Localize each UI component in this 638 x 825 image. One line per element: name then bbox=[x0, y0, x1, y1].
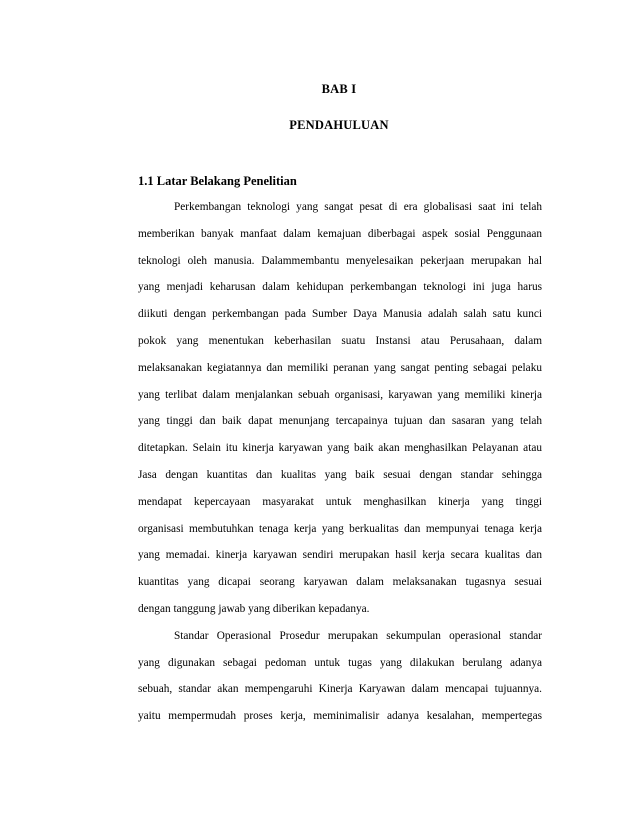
paragraph-line: yang menjadi keharusan dalam kehidupan perkembangan teknologi ini juga harus bbox=[138, 281, 542, 294]
paragraph-line: yang tinggi dan baik dapat menunjang tercapainya tujuan dan sasaran yang telah bbox=[138, 415, 542, 428]
chapter-number: BAB I bbox=[321, 82, 357, 96]
paragraph-line: dengan tanggung jawab yang diberikan kepadanya. bbox=[138, 602, 370, 615]
paragraph-line: yang digunakan sebagai pedoman untuk tugas yang dilakukan berulang adanya bbox=[138, 656, 542, 669]
paragraph-line: diikuti dengan perkembangan pada Sumber Daya Manusia adalah salah satu kunci bbox=[138, 308, 542, 321]
paragraph-line: pokok yang menentukan keberhasilan suatu Instansi atau Perusahaan, dalam bbox=[138, 334, 542, 347]
paragraph-line: Standar Operasional Prosedur merupakan sekumpulan operasional standar bbox=[174, 629, 542, 642]
paragraph-line: yang terlibat dalam menjalankan sebuah organisasi, karyawan yang memiliki kinerja bbox=[138, 388, 542, 401]
paragraph-line: Perkembangan teknologi yang sangat pesat di era globalisasi saat ini telah bbox=[174, 201, 542, 213]
paragraph-line: ditetapkan. Selain itu kinerja karyawan yang baik akan menghasilkan Pelayanan atau bbox=[138, 442, 542, 455]
paragraph-line: melaksanakan kegiatannya dan memiliki peranan yang sangat penting sebagai pelaku bbox=[138, 361, 542, 374]
paragraph-line: kuantitas yang dicapai seorang karyawan dalam melaksanakan tugasnya sesuai bbox=[138, 576, 542, 589]
paragraph-line: Jasa dengan kuantitas dan kualitas yang baik sesuai dengan standar sehingga bbox=[138, 468, 542, 481]
chapter-title: PENDAHULUAN bbox=[289, 118, 389, 132]
body-text bbox=[138, 194, 542, 730]
paragraph-line: teknologi oleh manusia. Dalammembantu menyelesaikan pekerjaan merupakan hal bbox=[138, 254, 542, 267]
section-heading: 1.1 Latar Belakang Penelitian bbox=[138, 174, 297, 188]
paragraph-line: organisasi membutuhkan tenaga kerja yang berkualitas dan mempunyai tenaga kerja bbox=[138, 522, 542, 535]
paragraph-line: yaitu mempermudah proses kerja, meminimalisir adanya kesalahan, mempertegas bbox=[138, 710, 542, 723]
paragraph-line: mendapat kepercayaan masyarakat untuk menghasilkan kinerja yang tinggi bbox=[138, 495, 542, 508]
paragraph-line: sebuah, standar akan mempengaruhi Kinerja Karyawan dalam mencapai tujuannya. bbox=[138, 683, 542, 696]
paragraph-line: yang memadai. kinerja karyawan sendiri merupakan hasil kerja secara kualitas dan bbox=[138, 549, 542, 562]
paragraph-line: memberikan banyak manfaat dalam kemajuan diberbagai aspek sosial Penggunaan bbox=[138, 227, 542, 240]
